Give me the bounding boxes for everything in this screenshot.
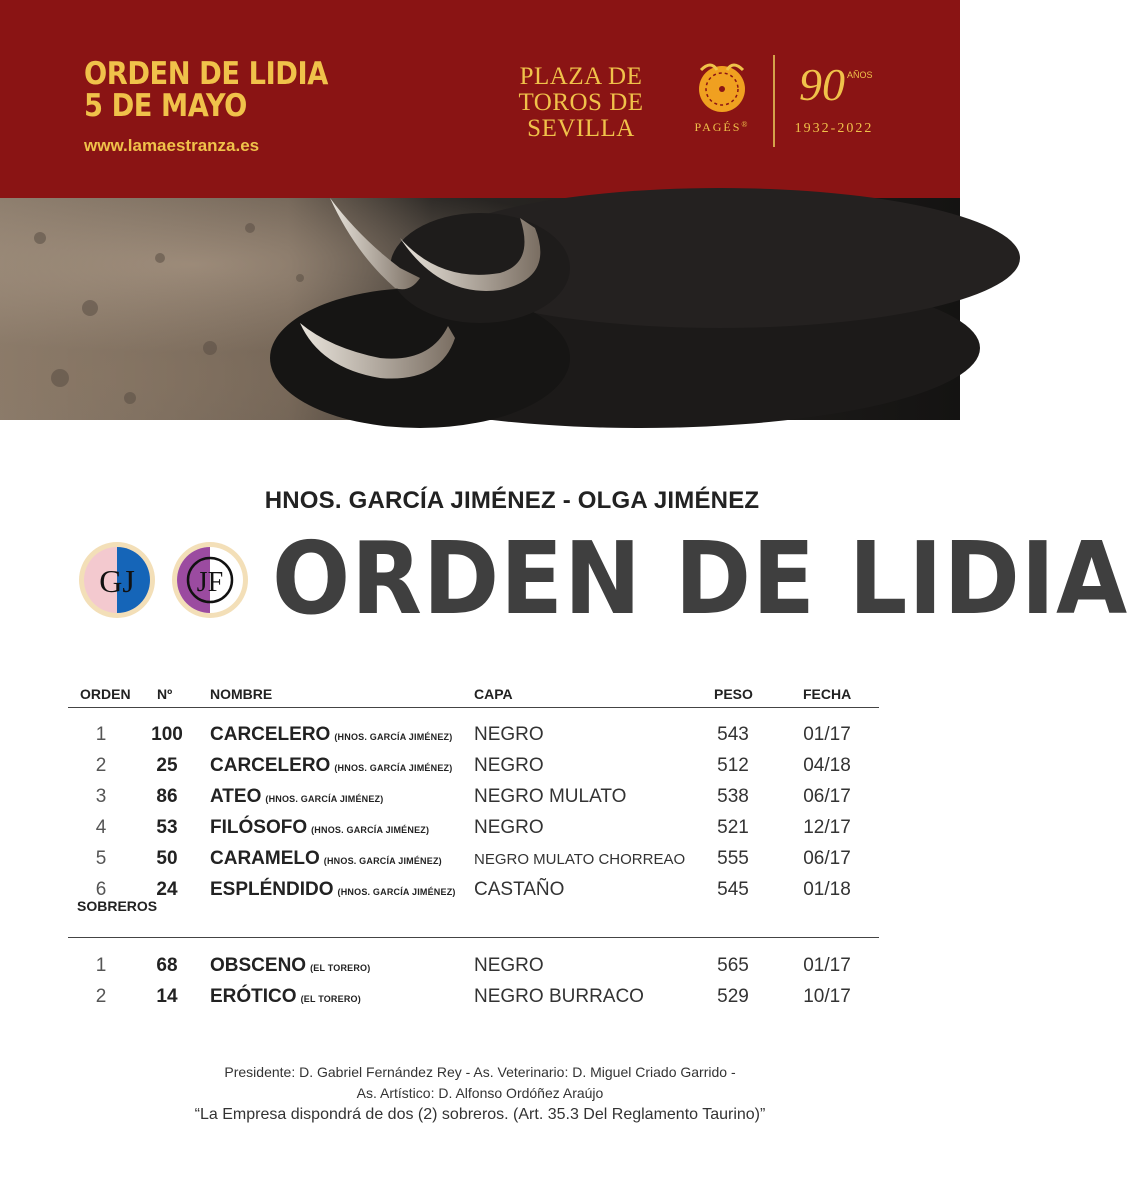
cell-capa: NEGRO MULATO CHORREAO bbox=[474, 851, 686, 868]
cell-numero: 86 bbox=[156, 786, 178, 807]
bull-name: FILÓSOFO bbox=[210, 817, 308, 838]
sobreros-rule bbox=[68, 937, 879, 938]
cell-numero: 53 bbox=[156, 817, 178, 838]
pages-logo bbox=[686, 56, 758, 135]
bull-ganaderia: (HNOS. GARCÍA JIMÉNEZ) bbox=[334, 732, 453, 742]
sponsor-registered-mark: ® bbox=[741, 120, 750, 129]
cell-capa: NEGRO bbox=[474, 724, 544, 745]
cell-orden: 4 bbox=[95, 817, 107, 838]
bull-name: CARCELERO bbox=[210, 724, 331, 745]
cell-capa: NEGRO bbox=[474, 955, 544, 976]
pages-emblem-icon bbox=[691, 56, 753, 118]
website-link[interactable]: www.lamaestranza.es bbox=[84, 136, 260, 155]
cell-peso: 521 bbox=[717, 817, 749, 838]
bull-photo bbox=[0, 198, 960, 420]
cell-fecha: 01/18 bbox=[803, 879, 851, 900]
cell-fecha: 12/17 bbox=[803, 817, 851, 838]
cell-fecha: 06/17 bbox=[803, 848, 851, 869]
cell-nombre bbox=[210, 786, 383, 808]
footer-credits bbox=[0, 1062, 960, 1125]
cell-peso: 545 bbox=[717, 879, 749, 900]
header-fecha: FECHA bbox=[803, 686, 852, 702]
bull-name: CARCELERO bbox=[210, 755, 331, 776]
anniversary-emblem-icon bbox=[789, 56, 879, 110]
cell-capa: NEGRO bbox=[474, 817, 544, 838]
footer-line-3: “La Empresa dispondrá de dos (2) sobreros. (Art. 35.3 Del Reglamento Taurino)” bbox=[194, 1106, 766, 1123]
plaza-line-1: PLAZA DE bbox=[519, 63, 643, 90]
cell-orden: 2 bbox=[95, 986, 107, 1007]
table-row bbox=[68, 879, 879, 910]
cell-fecha: 01/17 bbox=[803, 724, 851, 745]
cell-nombre bbox=[210, 724, 452, 746]
header-nombre: NOMBRE bbox=[210, 686, 273, 702]
cell-numero: 100 bbox=[151, 724, 183, 745]
cell-orden: 5 bbox=[95, 848, 107, 869]
brand-jf-letters: JF bbox=[196, 567, 224, 598]
header-title: ORDEN DE LIDIA bbox=[84, 56, 328, 92]
header-orden: ORDEN bbox=[80, 686, 131, 702]
cell-nombre bbox=[210, 755, 452, 777]
cell-peso: 565 bbox=[717, 955, 749, 976]
cell-peso: 538 bbox=[717, 786, 749, 807]
header-capa: CAPA bbox=[474, 686, 513, 702]
header-rule bbox=[68, 707, 879, 708]
table-row bbox=[68, 724, 879, 755]
table-row bbox=[68, 817, 879, 848]
plaza-line-2: TOROS DE bbox=[518, 89, 644, 116]
cell-orden: 2 bbox=[95, 755, 107, 776]
cell-orden: 1 bbox=[95, 724, 107, 745]
bull-ganaderia: (EL TORERO) bbox=[310, 963, 371, 973]
bull-name: OBSCENO bbox=[210, 955, 307, 976]
cell-nombre bbox=[210, 848, 442, 870]
cell-orden: 3 bbox=[95, 786, 107, 807]
brand-gj-letters: GJ bbox=[99, 563, 135, 599]
bull-name: ESPLÉNDIDO bbox=[210, 879, 334, 900]
brand-iron-gj bbox=[77, 540, 157, 620]
header-numero: Nº bbox=[157, 686, 173, 702]
cell-numero: 25 bbox=[156, 755, 178, 776]
cell-fecha: 01/17 bbox=[803, 955, 851, 976]
brand-gj-icon bbox=[77, 540, 157, 620]
bull-ganaderia: (EL TORERO) bbox=[300, 994, 361, 1004]
cell-numero: 50 bbox=[156, 848, 178, 869]
event-info bbox=[84, 58, 361, 156]
cell-capa: NEGRO bbox=[474, 755, 544, 776]
cell-peso: 512 bbox=[717, 755, 749, 776]
bull-illustration bbox=[0, 198, 960, 420]
table-row bbox=[68, 986, 879, 1017]
cell-nombre bbox=[210, 986, 361, 1008]
table-row bbox=[68, 755, 879, 786]
anniversary-years: 1932-2022 bbox=[794, 121, 874, 136]
bull-ganaderia: (HNOS. GARCÍA JIMÉNEZ) bbox=[311, 825, 430, 835]
sobreros-label: SOBREROS bbox=[77, 898, 158, 914]
brand-jf-icon bbox=[170, 540, 250, 620]
cell-peso: 555 bbox=[717, 848, 749, 869]
cell-nombre bbox=[210, 955, 370, 977]
cell-orden: 1 bbox=[95, 955, 107, 976]
brand-iron-jf bbox=[170, 540, 250, 620]
anniversary-logo bbox=[786, 56, 882, 137]
bull-name: ATEO bbox=[210, 786, 262, 807]
cell-nombre bbox=[210, 879, 456, 901]
bull-ganaderia: (HNOS. GARCÍA JIMÉNEZ) bbox=[337, 887, 456, 897]
cell-peso: 529 bbox=[717, 986, 749, 1007]
cell-capa: CASTAÑO bbox=[474, 879, 565, 900]
bull-ganaderia: (HNOS. GARCÍA JIMÉNEZ) bbox=[334, 763, 453, 773]
footer-line-2: As. Artístico: D. Alfonso Ordóñez Araújo bbox=[356, 1085, 604, 1101]
header-date: 5 DE MAYO bbox=[84, 88, 247, 124]
breeders-heading: HNOS. GARCÍA JIMÉNEZ - OLGA JIMÉNEZ bbox=[264, 487, 760, 514]
bull-ganaderia: (HNOS. GARCÍA JIMÉNEZ) bbox=[265, 794, 384, 804]
cell-nombre bbox=[210, 817, 429, 839]
bull-ganaderia: (HNOS. GARCÍA JIMÉNEZ) bbox=[323, 856, 442, 866]
bull-name: ERÓTICO bbox=[210, 986, 297, 1007]
plaza-name bbox=[500, 64, 662, 142]
cell-capa: NEGRO BURRACO bbox=[474, 986, 644, 1007]
table-row bbox=[68, 848, 879, 879]
main-title: ORDEN DE LIDIA bbox=[272, 520, 1128, 637]
anniversary-word: AÑOS bbox=[847, 70, 873, 80]
cell-peso: 543 bbox=[717, 724, 749, 745]
sponsor-name: PAGÉS bbox=[694, 120, 742, 134]
header-divider bbox=[773, 55, 775, 147]
anniversary-number: 90 bbox=[799, 59, 845, 110]
header-peso: PESO bbox=[714, 686, 753, 702]
cell-numero: 24 bbox=[156, 879, 178, 900]
bull-name: CARAMELO bbox=[210, 848, 320, 869]
table-row bbox=[68, 786, 879, 817]
header-banner bbox=[0, 0, 960, 198]
cell-numero: 14 bbox=[156, 986, 178, 1007]
cell-fecha: 04/18 bbox=[803, 755, 851, 776]
cell-capa: NEGRO MULATO bbox=[474, 786, 627, 807]
cell-numero: 68 bbox=[156, 955, 178, 976]
plaza-line-3: SEVILLA bbox=[527, 115, 635, 142]
cell-fecha: 06/17 bbox=[803, 786, 851, 807]
cell-orden: 6 bbox=[95, 879, 107, 900]
cell-fecha: 10/17 bbox=[803, 986, 851, 1007]
table-row bbox=[68, 955, 879, 986]
footer-line-1: Presidente: D. Gabriel Fernández Rey - As. Veterinario: D. Miguel Criado Garrido - bbox=[224, 1064, 736, 1080]
